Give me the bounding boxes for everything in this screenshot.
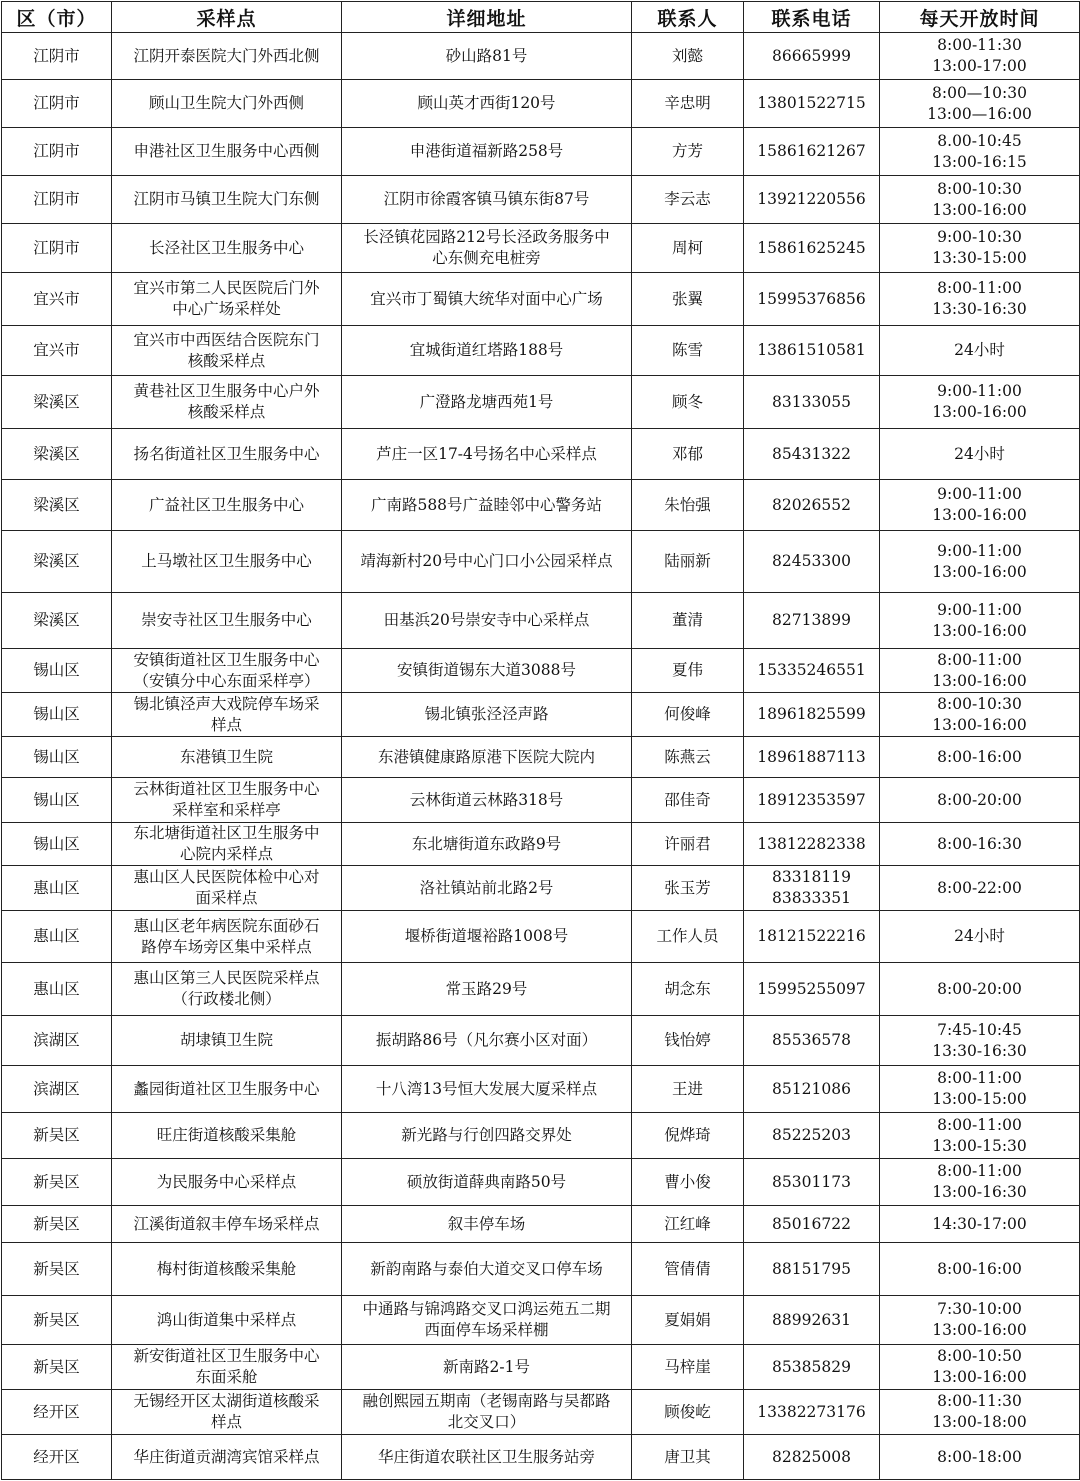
- cell-site: 梅村街道核酸采集舱: [112, 1243, 342, 1296]
- cell-district: 经开区: [2, 1435, 112, 1480]
- table-row: [2, 963, 1080, 1016]
- cell-district: 梁溪区: [2, 593, 112, 649]
- cell-contact: 管倩倩: [632, 1243, 744, 1296]
- table-row: [2, 176, 1080, 224]
- cell-district: 新吴区: [2, 1243, 112, 1296]
- cell-contact: 方芳: [632, 128, 744, 176]
- cell-address: 安镇街道锡东大道3088号: [342, 649, 632, 693]
- cell-hours: 9:00-10:30 13:30-15:00: [880, 224, 1080, 273]
- cell-hours: 8:00-11:00 13:00-16:30: [880, 1159, 1080, 1206]
- cell-contact: 唐卫其: [632, 1435, 744, 1480]
- cell-phone: 18961887113: [744, 737, 880, 778]
- cell-address: 田基浜20号崇安寺中心采样点: [342, 593, 632, 649]
- table-row: [2, 1206, 1080, 1243]
- cell-contact: 邵佳奇: [632, 778, 744, 823]
- cell-district: 江阴市: [2, 128, 112, 176]
- cell-address: 宜城街道红塔路188号: [342, 326, 632, 376]
- cell-hours: 8:00-10:50 13:00-16:00: [880, 1345, 1080, 1390]
- cell-address: 靖海新村20号中心门口小公园采样点: [342, 531, 632, 593]
- cell-contact: 倪烨琦: [632, 1113, 744, 1159]
- cell-phone: 15995376856: [744, 273, 880, 326]
- cell-hours: 9:00-11:00 13:00-16:00: [880, 593, 1080, 649]
- cell-hours: 8:00-10:30 13:00-16:00: [880, 693, 1080, 737]
- cell-phone: 15335246551: [744, 649, 880, 693]
- cell-phone: 13812282338: [744, 823, 880, 866]
- cell-district: 新吴区: [2, 1206, 112, 1243]
- cell-hours: 9:00-11:00 13:00-16:00: [880, 531, 1080, 593]
- cell-site: 胡埭镇卫生院: [112, 1016, 342, 1066]
- table-row: [2, 866, 1080, 911]
- table-row: [2, 1159, 1080, 1206]
- cell-phone: 13801522715: [744, 80, 880, 128]
- cell-address: 叙丰停车场: [342, 1206, 632, 1243]
- cell-site: 东北塘街道社区卫生服务中 心院内采样点: [112, 823, 342, 866]
- cell-address: 申港街道福新路258号: [342, 128, 632, 176]
- cell-hours: 8:00-10:30 13:00-16:00: [880, 176, 1080, 224]
- cell-address: 东北塘街道东政路9号: [342, 823, 632, 866]
- cell-hours: 8:00-11:00 13:30-16:30: [880, 273, 1080, 326]
- cell-contact: 马梓崖: [632, 1345, 744, 1390]
- cell-phone: 13921220556: [744, 176, 880, 224]
- table-row: [2, 326, 1080, 376]
- cell-contact: 陈燕云: [632, 737, 744, 778]
- table-row: [2, 480, 1080, 531]
- cell-address: 洛社镇站前北路2号: [342, 866, 632, 911]
- table-row: [2, 224, 1080, 273]
- cell-site: 华庄街道贡湖湾宾馆采样点: [112, 1435, 342, 1480]
- cell-site: 旺庄街道核酸采集舱: [112, 1113, 342, 1159]
- cell-site: 江阴开泰医院大门外西北侧: [112, 33, 342, 80]
- cell-phone: 85385829: [744, 1345, 880, 1390]
- cell-hours: 9:00-11:00 13:00-16:00: [880, 376, 1080, 429]
- cell-contact: 曹小俊: [632, 1159, 744, 1206]
- table-row: [2, 1390, 1080, 1435]
- cell-district: 惠山区: [2, 866, 112, 911]
- table-row: [2, 1243, 1080, 1296]
- table-row: [2, 429, 1080, 480]
- cell-contact: 胡念东: [632, 963, 744, 1016]
- cell-hours: 8:00-22:00: [880, 866, 1080, 911]
- cell-site: 安镇街道社区卫生服务中心 （安镇分中心东面采样亭）: [112, 649, 342, 693]
- cell-phone: 82453300: [744, 531, 880, 593]
- cell-address: 砂山路81号: [342, 33, 632, 80]
- cell-district: 惠山区: [2, 911, 112, 963]
- cell-site: 宜兴市中西医结合医院东门 核酸采样点: [112, 326, 342, 376]
- cell-phone: 18912353597: [744, 778, 880, 823]
- cell-site: 蠡园街道社区卫生服务中心: [112, 1066, 342, 1113]
- cell-district: 江阴市: [2, 33, 112, 80]
- cell-contact: 顾俊屹: [632, 1390, 744, 1435]
- cell-hours: 8:00-16:30: [880, 823, 1080, 866]
- cell-district: 锡山区: [2, 823, 112, 866]
- cell-phone: 88151795: [744, 1243, 880, 1296]
- header-address: 详细地址: [342, 2, 632, 33]
- cell-hours: 8:00—10:30 13:00—16:00: [880, 80, 1080, 128]
- cell-address: 广澄路龙塘西苑1号: [342, 376, 632, 429]
- table-row: [2, 778, 1080, 823]
- cell-address: 云林街道云林路318号: [342, 778, 632, 823]
- cell-hours: 8:00-16:00: [880, 737, 1080, 778]
- cell-address: 芦庄一区17-4号扬名中心采样点: [342, 429, 632, 480]
- table-row: [2, 1113, 1080, 1159]
- header-district: 区（市）: [2, 2, 112, 33]
- cell-site: 顾山卫生院大门外西侧: [112, 80, 342, 128]
- sampling-sites-table: [1, 1, 1080, 1480]
- cell-site: 云林街道社区卫生服务中心 采样室和采样亭: [112, 778, 342, 823]
- cell-hours: 8:00-11:30 13:00-18:00: [880, 1390, 1080, 1435]
- header-phone: 联系电话: [744, 2, 880, 33]
- cell-phone: 85431322: [744, 429, 880, 480]
- cell-site: 新安街道社区卫生服务中心 东面采舱: [112, 1345, 342, 1390]
- table-row: [2, 273, 1080, 326]
- cell-hours: 7:30-10:00 13:00-16:00: [880, 1296, 1080, 1345]
- table-row: [2, 1016, 1080, 1066]
- cell-address: 顾山英才西街120号: [342, 80, 632, 128]
- cell-contact: 钱怡婷: [632, 1016, 744, 1066]
- cell-phone: 15861625245: [744, 224, 880, 273]
- cell-phone: 13382273176: [744, 1390, 880, 1435]
- cell-district: 梁溪区: [2, 480, 112, 531]
- cell-address: 融创熙园五期南（老锡南路与吴都路 北交叉口）: [342, 1390, 632, 1435]
- cell-address: 新光路与行创四路交界处: [342, 1113, 632, 1159]
- cell-address: 锡北镇张泾泾声路: [342, 693, 632, 737]
- cell-phone: 85016722: [744, 1206, 880, 1243]
- cell-district: 梁溪区: [2, 376, 112, 429]
- cell-site: 鸿山街道集中采样点: [112, 1296, 342, 1345]
- cell-contact: 夏娟娟: [632, 1296, 744, 1345]
- cell-phone: 85536578: [744, 1016, 880, 1066]
- cell-hours: 8:00-18:00: [880, 1435, 1080, 1480]
- cell-district: 新吴区: [2, 1159, 112, 1206]
- cell-district: 锡山区: [2, 778, 112, 823]
- cell-contact: 辛忠明: [632, 80, 744, 128]
- cell-site: 锡北镇泾声大戏院停车场采 样点: [112, 693, 342, 737]
- cell-hours: 24小时: [880, 429, 1080, 480]
- table-row: [2, 80, 1080, 128]
- cell-phone: 86665999: [744, 33, 880, 80]
- cell-address: 十八湾13号恒大发展大厦采样点: [342, 1066, 632, 1113]
- cell-address: 宜兴市丁蜀镇大统华对面中心广场: [342, 273, 632, 326]
- cell-district: 新吴区: [2, 1345, 112, 1390]
- cell-contact: 王进: [632, 1066, 744, 1113]
- cell-phone: 85225203: [744, 1113, 880, 1159]
- cell-phone: 18961825599: [744, 693, 880, 737]
- table-row: [2, 737, 1080, 778]
- cell-contact: 朱怡强: [632, 480, 744, 531]
- cell-contact: 江红峰: [632, 1206, 744, 1243]
- cell-site: 扬名街道社区卫生服务中心: [112, 429, 342, 480]
- table-row: [2, 649, 1080, 693]
- cell-site: 东港镇卫生院: [112, 737, 342, 778]
- cell-address: 江阴市徐霞客镇马镇东街87号: [342, 176, 632, 224]
- cell-phone: 15995255097: [744, 963, 880, 1016]
- cell-address: 东港镇健康路原港下医院大院内: [342, 737, 632, 778]
- cell-site: 惠山区人民医院体检中心对 面采样点: [112, 866, 342, 911]
- cell-address: 振胡路86号（凡尔赛小区对面）: [342, 1016, 632, 1066]
- cell-address: 新南路2-1号: [342, 1345, 632, 1390]
- cell-site: 为民服务中心采样点: [112, 1159, 342, 1206]
- cell-phone: 18121522216: [744, 911, 880, 963]
- table-row: [2, 823, 1080, 866]
- cell-district: 锡山区: [2, 649, 112, 693]
- cell-contact: 张翼: [632, 273, 744, 326]
- cell-contact: 何俊峰: [632, 693, 744, 737]
- cell-contact: 周柯: [632, 224, 744, 273]
- cell-hours: 8:00-16:00: [880, 1243, 1080, 1296]
- table-row: [2, 1066, 1080, 1113]
- cell-district: 经开区: [2, 1390, 112, 1435]
- cell-site: 宜兴市第二人民医院后门外 中心广场采样处: [112, 273, 342, 326]
- cell-contact: 夏伟: [632, 649, 744, 693]
- cell-site: 申港社区卫生服务中心西侧: [112, 128, 342, 176]
- cell-phone: 82026552: [744, 480, 880, 531]
- header-row: [2, 2, 1080, 33]
- cell-site: 黄巷社区卫生服务中心户外 核酸采样点: [112, 376, 342, 429]
- cell-district: 新吴区: [2, 1296, 112, 1345]
- cell-hours: 9:00-11:00 13:00-16:00: [880, 480, 1080, 531]
- cell-hours: 7:45-10:45 13:30-16:30: [880, 1016, 1080, 1066]
- cell-address: 中通路与锦鸿路交叉口鸿运苑五二期 西面停车场采样棚: [342, 1296, 632, 1345]
- table-row: [2, 693, 1080, 737]
- cell-hours: 8:00-20:00: [880, 778, 1080, 823]
- cell-address: 常玉路29号: [342, 963, 632, 1016]
- cell-address: 堰桥街道堰裕路1008号: [342, 911, 632, 963]
- cell-phone: 82825008: [744, 1435, 880, 1480]
- cell-phone: 88992631: [744, 1296, 880, 1345]
- cell-district: 宜兴市: [2, 273, 112, 326]
- cell-contact: 工作人员: [632, 911, 744, 963]
- table-row: [2, 593, 1080, 649]
- cell-contact: 许丽君: [632, 823, 744, 866]
- cell-district: 宜兴市: [2, 326, 112, 376]
- cell-hours: 8:00-11:00 13:00-16:00: [880, 649, 1080, 693]
- header-hours: 每天开放时间: [880, 2, 1080, 33]
- cell-district: 惠山区: [2, 963, 112, 1016]
- cell-contact: 邓郁: [632, 429, 744, 480]
- cell-phone: 82713899: [744, 593, 880, 649]
- cell-site: 崇安寺社区卫生服务中心: [112, 593, 342, 649]
- cell-district: 梁溪区: [2, 531, 112, 593]
- cell-district: 锡山区: [2, 693, 112, 737]
- cell-hours: 8.00-10:45 13:00-16:15: [880, 128, 1080, 176]
- cell-hours: 8:00-11:00 13:00-15:30: [880, 1113, 1080, 1159]
- cell-site: 江溪街道叙丰停车场采样点: [112, 1206, 342, 1243]
- cell-contact: 陈雪: [632, 326, 744, 376]
- cell-site: 广益社区卫生服务中心: [112, 480, 342, 531]
- cell-district: 锡山区: [2, 737, 112, 778]
- table-row: [2, 1435, 1080, 1480]
- cell-district: 江阴市: [2, 80, 112, 128]
- cell-contact: 董清: [632, 593, 744, 649]
- table-body: [2, 33, 1080, 1480]
- cell-address: 华庄街道农联社区卫生服务站旁: [342, 1435, 632, 1480]
- cell-address: 硕放街道薛典南路50号: [342, 1159, 632, 1206]
- table-row: [2, 1345, 1080, 1390]
- cell-district: 梁溪区: [2, 429, 112, 480]
- cell-hours: 8:00-11:30 13:00-17:00: [880, 33, 1080, 80]
- cell-address: 广南路588号广益睦邻中心警务站: [342, 480, 632, 531]
- table-row: [2, 911, 1080, 963]
- header-contact: 联系人: [632, 2, 744, 33]
- cell-contact: 李云志: [632, 176, 744, 224]
- cell-phone: 85301173: [744, 1159, 880, 1206]
- header-site: 采样点: [112, 2, 342, 33]
- table-header: [2, 2, 1080, 33]
- cell-site: 江阴市马镇卫生院大门东侧: [112, 176, 342, 224]
- cell-phone: 85121086: [744, 1066, 880, 1113]
- cell-contact: 张玉芳: [632, 866, 744, 911]
- cell-hours: 8:00-11:00 13:00-15:00: [880, 1066, 1080, 1113]
- cell-site: 惠山区第三人民医院采样点 （行政楼北侧）: [112, 963, 342, 1016]
- cell-site: 无锡经开区太湖街道核酸采 样点: [112, 1390, 342, 1435]
- table-row: [2, 376, 1080, 429]
- cell-phone: 83318119 83833351: [744, 866, 880, 911]
- cell-phone: 15861621267: [744, 128, 880, 176]
- cell-district: 江阴市: [2, 224, 112, 273]
- table-row: [2, 531, 1080, 593]
- cell-site: 上马墩社区卫生服务中心: [112, 531, 342, 593]
- table-row: [2, 1296, 1080, 1345]
- table-row: [2, 128, 1080, 176]
- cell-address: 新韵南路与泰伯大道交叉口停车场: [342, 1243, 632, 1296]
- cell-district: 江阴市: [2, 176, 112, 224]
- cell-district: 滨湖区: [2, 1016, 112, 1066]
- cell-hours: 24小时: [880, 911, 1080, 963]
- cell-address: 长泾镇花园路212号长泾政务服务中 心东侧充电桩旁: [342, 224, 632, 273]
- cell-site: 惠山区老年病医院东面砂石 路停车场旁区集中采样点: [112, 911, 342, 963]
- cell-phone: 83133055: [744, 376, 880, 429]
- cell-site: 长泾社区卫生服务中心: [112, 224, 342, 273]
- table-row: [2, 33, 1080, 80]
- cell-contact: 陆丽新: [632, 531, 744, 593]
- cell-district: 滨湖区: [2, 1066, 112, 1113]
- cell-hours: 24小时: [880, 326, 1080, 376]
- cell-contact: 顾冬: [632, 376, 744, 429]
- cell-district: 新吴区: [2, 1113, 112, 1159]
- cell-hours: 8:00-20:00: [880, 963, 1080, 1016]
- cell-hours: 14:30-17:00: [880, 1206, 1080, 1243]
- cell-contact: 刘懿: [632, 33, 744, 80]
- cell-phone: 13861510581: [744, 326, 880, 376]
